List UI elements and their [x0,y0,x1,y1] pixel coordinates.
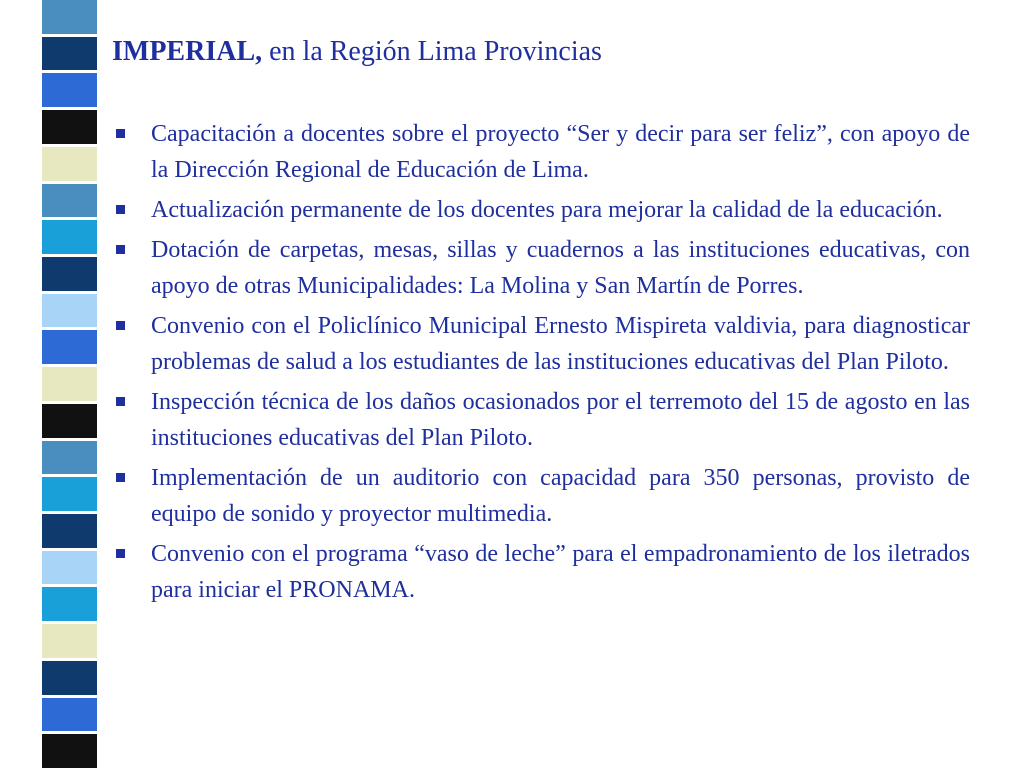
square-bullet-icon [116,245,125,254]
square-bullet-icon [116,549,125,558]
square-bullet-icon [116,321,125,330]
bullet-item [114,116,970,188]
stripe-block [42,551,97,585]
stripe-block [42,587,97,621]
stripe-block [42,734,97,768]
stripe-block [42,257,97,291]
bullet-item [114,192,970,228]
decorative-stripe [42,0,97,768]
stripe-block [42,0,97,34]
bullet-item [114,232,970,304]
stripe-block [42,698,97,732]
bullet-text: Actualización permanente de los docentes para mejorar la calidad de la educación. [151,197,943,223]
square-bullet-icon [116,473,125,482]
bullet-text: Capacitación a docentes sobre el proyecto “Ser y decir para ser feliz”, con apoyo de la Dirección Regional de Educación de Lima. [151,121,970,183]
stripe-block [42,661,97,695]
slide-title [112,34,602,70]
stripe-block [42,37,97,71]
stripe-block [42,73,97,107]
stripe-block [42,441,97,475]
stripe-block [42,367,97,401]
stripe-block [42,624,97,658]
bullet-text: Convenio con el programa “vaso de leche” para el empadronamiento de los iletrados para iniciar el PRONAMA. [151,541,970,603]
bullet-item [114,536,970,608]
square-bullet-icon [116,397,125,406]
stripe-block [42,330,97,364]
bullet-text: Implementación de un auditorio con capacidad para 350 personas, provisto de equipo de sonido y proyector multimedia. [151,465,970,527]
stripe-block [42,514,97,548]
stripe-block [42,110,97,144]
stripe-block [42,184,97,218]
bullet-text: Convenio con el Policlínico Municipal Ernesto Mispireta valdivia, para diagnosticar problemas de salud a los estudiantes de las instituciones educativas del Plan Piloto. [151,313,970,375]
square-bullet-icon [116,205,125,214]
square-bullet-icon [116,129,125,138]
bullet-text: Inspección técnica de los daños ocasionados por el terremoto del 15 de agosto en las instituciones educativas del Plan Piloto. [151,389,970,451]
bullet-item [114,384,970,456]
stripe-block [42,404,97,438]
title-bold: IMPERIAL, [112,36,263,67]
stripe-block [42,477,97,511]
title-rest: en la Región Lima Provincias [262,36,602,67]
bullet-item [114,460,970,532]
bullet-item [114,308,970,380]
bullet-text: Dotación de carpetas, mesas, sillas y cuadernos a las instituciones educativas, con apoyo de otras Municipalidades: La Molina y San Martín de Porres. [151,237,970,299]
stripe-block [42,220,97,254]
stripe-block [42,147,97,181]
stripe-block [42,294,97,328]
bullet-list [114,116,970,612]
